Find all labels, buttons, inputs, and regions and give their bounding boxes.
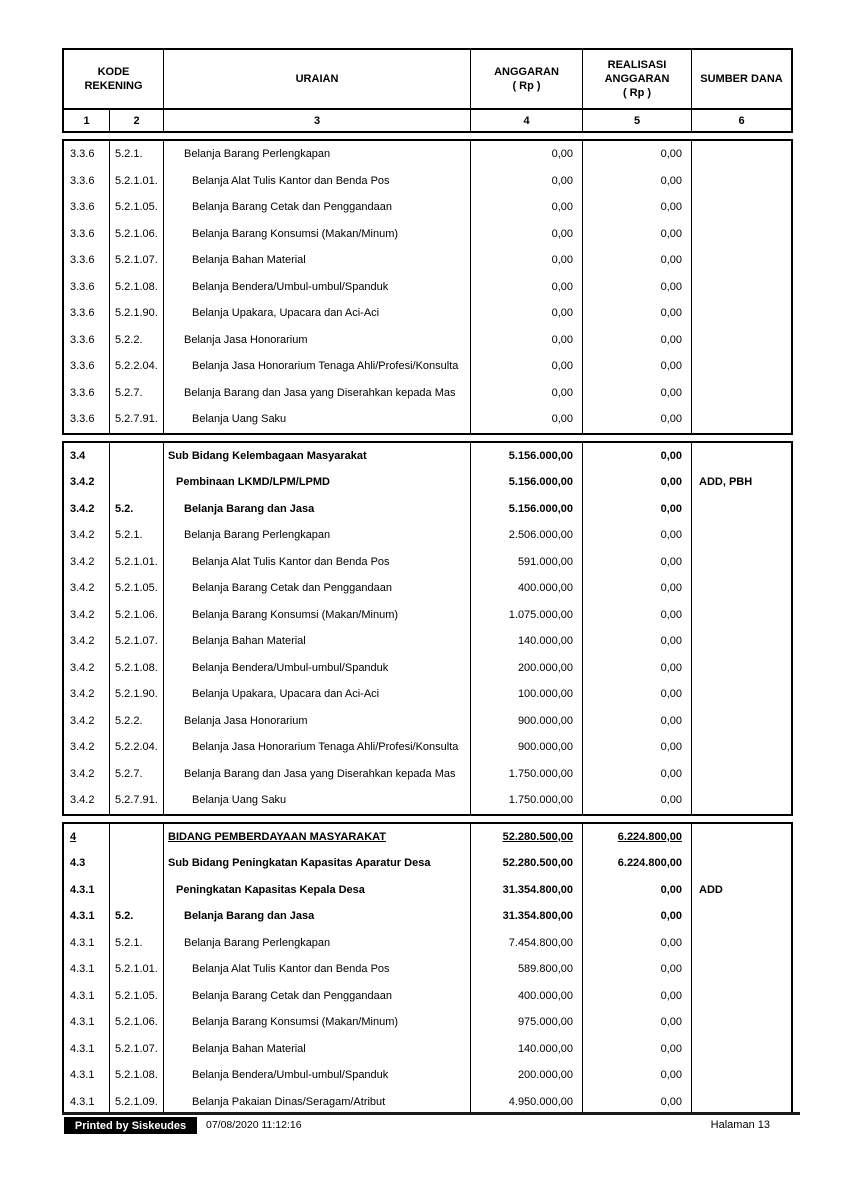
- cell-anggaran: 900.000,00: [471, 734, 583, 761]
- cell-kode-1: 4.3.1: [64, 1089, 110, 1116]
- cell-anggaran: 140.000,00: [471, 1036, 583, 1063]
- cell-kode-2: 5.2.1.90.: [110, 681, 164, 708]
- cell-realisasi: 0,00: [583, 708, 692, 735]
- cell-realisasi: 0,00: [583, 522, 692, 549]
- cell-sumber-dana: ADD: [699, 883, 723, 896]
- cell-sumber-dana: [692, 247, 791, 274]
- table-row: [64, 247, 791, 274]
- cell-uraian: Belanja Jasa Honorarium Tenaga Ahli/Profesi/Konsulta: [164, 734, 471, 761]
- table-row: [64, 628, 791, 655]
- cell-realisasi: 0,00: [583, 247, 692, 274]
- cell-sumber-dana: [692, 983, 791, 1010]
- cell-uraian: Belanja Barang Konsumsi (Makan/Minum): [164, 221, 471, 248]
- cell-realisasi: 0,00: [583, 380, 692, 407]
- cell-kode-2: 5.2.1.01.: [110, 549, 164, 576]
- cell-sumber-dana: [692, 761, 791, 788]
- cell-uraian: Belanja Barang Konsumsi (Makan/Minum): [164, 1009, 471, 1036]
- cell-kode-2: 5.2.1.08.: [110, 1062, 164, 1089]
- header-kode-rekening: [64, 50, 164, 108]
- table-section-block: [62, 441, 793, 816]
- cell-kode-1: 3.4.2: [64, 681, 110, 708]
- table-row: [64, 877, 791, 904]
- cell-kode-2: [110, 824, 164, 851]
- cell-uraian: Belanja Pakaian Dinas/Seragam/Atribut: [164, 1089, 471, 1116]
- cell-anggaran: 0,00: [471, 406, 583, 433]
- table-row: [64, 787, 791, 814]
- cell-kode-1: 3.4.2: [64, 787, 110, 814]
- cell-kode-1: 3.4.2: [64, 469, 110, 496]
- cell-uraian: Belanja Upakara, Upacara dan Aci-Aci: [164, 681, 471, 708]
- cell-realisasi: 0,00: [583, 956, 692, 983]
- cell-realisasi: 0,00: [583, 655, 692, 682]
- cell-realisasi: 0,00: [583, 681, 692, 708]
- cell-anggaran: 31.354.800,00: [471, 877, 583, 904]
- table-row: [64, 443, 791, 470]
- cell-anggaran: 0,00: [471, 194, 583, 221]
- col-number-5: 5: [583, 110, 692, 131]
- table-row: [64, 956, 791, 983]
- col-number-4: 4: [471, 110, 583, 131]
- cell-realisasi: 0,00: [583, 930, 692, 957]
- cell-kode-2: 5.2.1.05.: [110, 575, 164, 602]
- cell-realisasi: 0,00: [583, 443, 692, 470]
- cell-sumber-dana: [692, 628, 791, 655]
- cell-kode-1: 4.3.1: [64, 983, 110, 1010]
- table-section-block: [62, 139, 793, 435]
- cell-uraian: Belanja Barang Cetak dan Penggandaan: [164, 983, 471, 1010]
- cell-uraian: Belanja Alat Tulis Kantor dan Benda Pos: [164, 549, 471, 576]
- table-row: [64, 824, 791, 851]
- header-uraian-label: URAIAN: [295, 73, 339, 85]
- cell-sumber-dana: [692, 168, 791, 195]
- cell-anggaran: 0,00: [471, 353, 583, 380]
- cell-kode-1: 3.4.2: [64, 549, 110, 576]
- table-row: [64, 194, 791, 221]
- cell-sumber-dana: [692, 353, 791, 380]
- table-row: [64, 983, 791, 1010]
- cell-kode-2: 5.2.1.06.: [110, 221, 164, 248]
- table-row: [64, 168, 791, 195]
- cell-realisasi: 0,00: [583, 469, 692, 496]
- cell-uraian: Belanja Barang Cetak dan Penggandaan: [164, 194, 471, 221]
- cell-kode-1: 3.3.6: [64, 406, 110, 433]
- cell-kode-1: 4.3.1: [64, 1062, 110, 1089]
- cell-sumber-dana: [692, 274, 791, 301]
- table-row: [64, 522, 791, 549]
- cell-kode-2: 5.2.2.04.: [110, 353, 164, 380]
- cell-sumber-dana: ADD, PBH: [699, 476, 753, 489]
- header-realisasi-line2: ANGGARAN: [604, 73, 670, 85]
- cell-sumber-dana: [692, 708, 791, 735]
- cell-kode-2: 5.2.1.: [110, 141, 164, 168]
- cell-anggaran: 4.950.000,00: [471, 1089, 583, 1116]
- table-row: [64, 380, 791, 407]
- cell-kode-1: 3.4.2: [64, 496, 110, 523]
- printed-by-badge: [64, 1117, 197, 1134]
- cell-kode-1: 4.3: [64, 850, 110, 877]
- cell-anggaran: 0,00: [471, 141, 583, 168]
- cell-realisasi: 0,00: [583, 734, 692, 761]
- cell-anggaran: 0,00: [471, 300, 583, 327]
- cell-kode-1: 3.3.6: [64, 221, 110, 248]
- cell-sumber-dana: [692, 522, 791, 549]
- cell-kode-2: 5.2.7.91.: [110, 406, 164, 433]
- cell-kode-2: 5.2.7.: [110, 380, 164, 407]
- table-row: [64, 655, 791, 682]
- cell-sumber-dana: [692, 681, 791, 708]
- cell-kode-1: 3.3.6: [64, 194, 110, 221]
- page-number: Halaman 13: [710, 1119, 770, 1131]
- footer-divider: [62, 1112, 800, 1115]
- cell-uraian: Belanja Barang Perlengkapan: [164, 141, 471, 168]
- cell-uraian: Peningkatan Kapasitas Kepala Desa: [164, 877, 471, 904]
- cell-sumber-dana: [692, 300, 791, 327]
- cell-realisasi: 6.224.800,00: [583, 824, 692, 851]
- header-anggaran-line1: ANGGARAN: [494, 66, 559, 78]
- table-header-column-numbers: [64, 108, 791, 131]
- cell-sumber-dana: [692, 141, 791, 168]
- cell-realisasi: 0,00: [583, 353, 692, 380]
- table-header-titles: [64, 50, 791, 108]
- cell-anggaran: 200.000,00: [471, 655, 583, 682]
- cell-uraian: Sub Bidang Peningkatan Kapasitas Aparatur Desa: [164, 850, 471, 877]
- cell-uraian: Belanja Jasa Honorarium Tenaga Ahli/Profesi/Konsulta: [164, 353, 471, 380]
- cell-kode-2: 5.2.1.05.: [110, 983, 164, 1010]
- header-uraian: [164, 50, 471, 108]
- cell-uraian: Belanja Bahan Material: [164, 628, 471, 655]
- cell-sumber-dana: [692, 956, 791, 983]
- printed-by-label: Printed by Siskeudes: [74, 1119, 187, 1132]
- cell-kode-1: 3.3.6: [64, 380, 110, 407]
- header-anggaran-line2: ( Rp ): [512, 80, 541, 92]
- cell-realisasi: 0,00: [583, 168, 692, 195]
- cell-uraian: Belanja Bahan Material: [164, 247, 471, 274]
- cell-uraian: Belanja Barang Cetak dan Penggandaan: [164, 575, 471, 602]
- cell-sumber-dana: [692, 496, 791, 523]
- table-row: [64, 221, 791, 248]
- cell-anggaran: 1.075.000,00: [471, 602, 583, 629]
- cell-kode-2: 5.2.2.: [110, 708, 164, 735]
- cell-kode-2: 5.2.1.09.: [110, 1089, 164, 1116]
- cell-kode-2: 5.2.1.: [110, 522, 164, 549]
- cell-uraian: Belanja Bendera/Umbul-umbul/Spanduk: [164, 1062, 471, 1089]
- cell-sumber-dana: [692, 380, 791, 407]
- table-row: [64, 496, 791, 523]
- cell-anggaran: 0,00: [471, 168, 583, 195]
- cell-anggaran: 591.000,00: [471, 549, 583, 576]
- cell-kode-2: 5.2.1.07.: [110, 1036, 164, 1063]
- cell-kode-1: 4.3.1: [64, 1009, 110, 1036]
- cell-kode-1: 3.4: [64, 443, 110, 470]
- cell-anggaran: 0,00: [471, 247, 583, 274]
- table-row: [64, 850, 791, 877]
- cell-anggaran: 5.156.000,00: [471, 496, 583, 523]
- cell-anggaran: 7.454.800,00: [471, 930, 583, 957]
- cell-uraian: Belanja Bahan Material: [164, 1036, 471, 1063]
- cell-anggaran: 400.000,00: [471, 575, 583, 602]
- cell-kode-2: 5.2.: [110, 903, 164, 930]
- cell-sumber-dana: [692, 194, 791, 221]
- cell-kode-2: 5.2.1.01.: [110, 956, 164, 983]
- table-body-blocks: [62, 139, 793, 1115]
- cell-kode-1: 3.3.6: [64, 247, 110, 274]
- cell-kode-1: 3.3.6: [64, 300, 110, 327]
- cell-kode-2: 5.2.1.01.: [110, 168, 164, 195]
- cell-realisasi: 0,00: [583, 406, 692, 433]
- cell-kode-2: [110, 877, 164, 904]
- cell-realisasi: 0,00: [583, 983, 692, 1010]
- table-row: [64, 274, 791, 301]
- cell-kode-2: 5.2.1.: [110, 930, 164, 957]
- table-row: [64, 406, 791, 433]
- cell-uraian: Pembinaan LKMD/LPM/LPMD: [164, 469, 471, 496]
- cell-anggaran: 2.506.000,00: [471, 522, 583, 549]
- cell-uraian: Belanja Alat Tulis Kantor dan Benda Pos: [164, 168, 471, 195]
- cell-anggaran: 5.156.000,00: [471, 443, 583, 470]
- cell-realisasi: 0,00: [583, 327, 692, 354]
- cell-kode-2: 5.2.1.07.: [110, 247, 164, 274]
- cell-kode-2: 5.2.1.06.: [110, 602, 164, 629]
- cell-sumber-dana: [692, 221, 791, 248]
- header-sumber-dana: [692, 50, 791, 108]
- cell-kode-1: 4.3.1: [64, 1036, 110, 1063]
- table-row: [64, 327, 791, 354]
- cell-kode-1: 3.3.6: [64, 327, 110, 354]
- cell-realisasi: 0,00: [583, 877, 692, 904]
- cell-realisasi: 0,00: [583, 1089, 692, 1116]
- cell-uraian: Belanja Uang Saku: [164, 406, 471, 433]
- cell-realisasi: 0,00: [583, 274, 692, 301]
- table-section-block: [62, 822, 793, 1116]
- cell-uraian: Belanja Barang dan Jasa yang Diserahkan kepada Mas: [164, 380, 471, 407]
- cell-sumber-dana: [692, 1009, 791, 1036]
- cell-uraian: Belanja Barang Perlengkapan: [164, 522, 471, 549]
- table-row: [64, 141, 791, 168]
- cell-anggaran: 1.750.000,00: [471, 787, 583, 814]
- cell-kode-2: [110, 850, 164, 877]
- cell-kode-1: 3.4.2: [64, 655, 110, 682]
- cell-realisasi: 0,00: [583, 496, 692, 523]
- cell-realisasi: 0,00: [583, 1062, 692, 1089]
- cell-kode-2: 5.2.7.: [110, 761, 164, 788]
- cell-kode-1: 3.3.6: [64, 141, 110, 168]
- table-row: [64, 1009, 791, 1036]
- col-number-3: 3: [164, 110, 471, 131]
- cell-anggaran: 975.000,00: [471, 1009, 583, 1036]
- table-row: [64, 469, 791, 496]
- cell-uraian: BIDANG PEMBERDAYAAN MASYARAKAT: [164, 824, 471, 851]
- cell-realisasi: 0,00: [583, 194, 692, 221]
- cell-kode-1: 3.4.2: [64, 734, 110, 761]
- table-row: [64, 708, 791, 735]
- cell-sumber-dana: [692, 406, 791, 433]
- cell-sumber-dana: [692, 1036, 791, 1063]
- table-row: [64, 1036, 791, 1063]
- table-row: [64, 300, 791, 327]
- cell-anggaran: 0,00: [471, 221, 583, 248]
- cell-sumber-dana: [692, 734, 791, 761]
- cell-uraian: Belanja Upakara, Upacara dan Aci-Aci: [164, 300, 471, 327]
- table-row: [64, 575, 791, 602]
- cell-sumber-dana: [692, 602, 791, 629]
- cell-kode-2: [110, 469, 164, 496]
- cell-uraian: Belanja Barang dan Jasa yang Diserahkan kepada Mas: [164, 761, 471, 788]
- cell-anggaran: 200.000,00: [471, 1062, 583, 1089]
- cell-realisasi: 0,00: [583, 761, 692, 788]
- cell-kode-2: 5.2.2.04.: [110, 734, 164, 761]
- table-row: [64, 1062, 791, 1089]
- cell-kode-2: 5.2.7.91.: [110, 787, 164, 814]
- cell-anggaran: 900.000,00: [471, 708, 583, 735]
- cell-realisasi: 0,00: [583, 787, 692, 814]
- table-row: [64, 549, 791, 576]
- cell-uraian: Sub Bidang Kelembagaan Masyarakat: [164, 443, 471, 470]
- cell-kode-1: 3.4.2: [64, 708, 110, 735]
- cell-anggaran: 0,00: [471, 380, 583, 407]
- cell-realisasi: 0,00: [583, 1036, 692, 1063]
- budget-table: [62, 48, 793, 1115]
- cell-anggaran: 0,00: [471, 327, 583, 354]
- table-row: [64, 930, 791, 957]
- cell-anggaran: 589.800,00: [471, 956, 583, 983]
- cell-uraian: Belanja Barang Konsumsi (Makan/Minum): [164, 602, 471, 629]
- cell-kode-1: 3.4.2: [64, 575, 110, 602]
- cell-realisasi: 0,00: [583, 549, 692, 576]
- cell-anggaran: 52.280.500,00: [471, 850, 583, 877]
- cell-sumber-dana: [692, 655, 791, 682]
- cell-uraian: Belanja Uang Saku: [164, 787, 471, 814]
- cell-sumber-dana: [692, 824, 791, 851]
- col-number-2: 2: [110, 110, 164, 131]
- cell-kode-2: 5.2.1.05.: [110, 194, 164, 221]
- cell-kode-1: 3.3.6: [64, 274, 110, 301]
- cell-kode-2: 5.2.1.07.: [110, 628, 164, 655]
- cell-kode-1: 3.4.2: [64, 628, 110, 655]
- table-row: [64, 734, 791, 761]
- cell-anggaran: 1.750.000,00: [471, 761, 583, 788]
- cell-sumber-dana: [692, 327, 791, 354]
- table-row: [64, 602, 791, 629]
- table-row: [64, 761, 791, 788]
- cell-kode-1: 3.4.2: [64, 761, 110, 788]
- cell-sumber-dana: [692, 903, 791, 930]
- cell-kode-2: 5.2.1.08.: [110, 655, 164, 682]
- cell-anggaran: 0,00: [471, 274, 583, 301]
- cell-realisasi: 0,00: [583, 221, 692, 248]
- table-header: [62, 48, 793, 133]
- cell-kode-1: 3.3.6: [64, 353, 110, 380]
- cell-sumber-dana: [692, 930, 791, 957]
- header-realisasi: [583, 50, 692, 108]
- cell-realisasi: 6.224.800,00: [583, 850, 692, 877]
- cell-kode-2: 5.2.: [110, 496, 164, 523]
- cell-uraian: Belanja Jasa Honorarium: [164, 327, 471, 354]
- cell-kode-1: 3.3.6: [64, 168, 110, 195]
- cell-sumber-dana: [692, 1062, 791, 1089]
- col-number-6: 6: [738, 114, 745, 127]
- cell-sumber-dana: [692, 575, 791, 602]
- cell-kode-1: 4.3.1: [64, 903, 110, 930]
- cell-kode-1: 4.3.1: [64, 930, 110, 957]
- cell-kode-1: 4.3.1: [64, 877, 110, 904]
- cell-kode-2: 5.2.1.90.: [110, 300, 164, 327]
- cell-kode-1: 3.4.2: [64, 522, 110, 549]
- col-number-1: 1: [64, 110, 110, 131]
- cell-realisasi: 0,00: [583, 1009, 692, 1036]
- cell-realisasi: 0,00: [583, 602, 692, 629]
- cell-kode-2: 5.2.1.08.: [110, 274, 164, 301]
- cell-realisasi: 0,00: [583, 575, 692, 602]
- cell-uraian: Belanja Barang dan Jasa: [164, 496, 471, 523]
- cell-realisasi: 0,00: [583, 141, 692, 168]
- header-anggaran: [471, 50, 583, 108]
- header-sumber-dana-label: SUMBER DANA: [700, 73, 783, 85]
- cell-sumber-dana: [692, 549, 791, 576]
- cell-anggaran: 100.000,00: [471, 681, 583, 708]
- cell-kode-1: 4.3.1: [64, 956, 110, 983]
- table-row: [64, 903, 791, 930]
- cell-uraian: Belanja Bendera/Umbul-umbul/Spanduk: [164, 274, 471, 301]
- cell-anggaran: 31.354.800,00: [471, 903, 583, 930]
- cell-kode-2: 5.2.2.: [110, 327, 164, 354]
- cell-kode-2: 5.2.1.06.: [110, 1009, 164, 1036]
- cell-uraian: Belanja Barang dan Jasa: [164, 903, 471, 930]
- cell-kode-1: 3.4.2: [64, 602, 110, 629]
- header-realisasi-line3: ( Rp ): [622, 87, 652, 99]
- header-realisasi-line1: REALISASI: [607, 59, 667, 71]
- cell-realisasi: 0,00: [583, 903, 692, 930]
- cell-uraian: Belanja Alat Tulis Kantor dan Benda Pos: [164, 956, 471, 983]
- cell-anggaran: 5.156.000,00: [471, 469, 583, 496]
- cell-anggaran: 52.280.500,00: [471, 824, 583, 851]
- cell-anggaran: 400.000,00: [471, 983, 583, 1010]
- cell-realisasi: 0,00: [583, 628, 692, 655]
- cell-realisasi: 0,00: [583, 300, 692, 327]
- cell-anggaran: 140.000,00: [471, 628, 583, 655]
- cell-sumber-dana: [692, 850, 791, 877]
- table-row: [64, 681, 791, 708]
- print-timestamp: 07/08/2020 11:12:16: [206, 1119, 302, 1131]
- cell-sumber-dana: [692, 443, 791, 470]
- table-row: [64, 353, 791, 380]
- cell-uraian: Belanja Bendera/Umbul-umbul/Spanduk: [164, 655, 471, 682]
- cell-uraian: Belanja Jasa Honorarium: [164, 708, 471, 735]
- cell-kode-2: [110, 443, 164, 470]
- cell-sumber-dana: [692, 787, 791, 814]
- header-kode-rekening-label: KODE REKENING: [84, 66, 143, 92]
- cell-kode-1: 4: [64, 824, 110, 851]
- cell-uraian: Belanja Barang Perlengkapan: [164, 930, 471, 957]
